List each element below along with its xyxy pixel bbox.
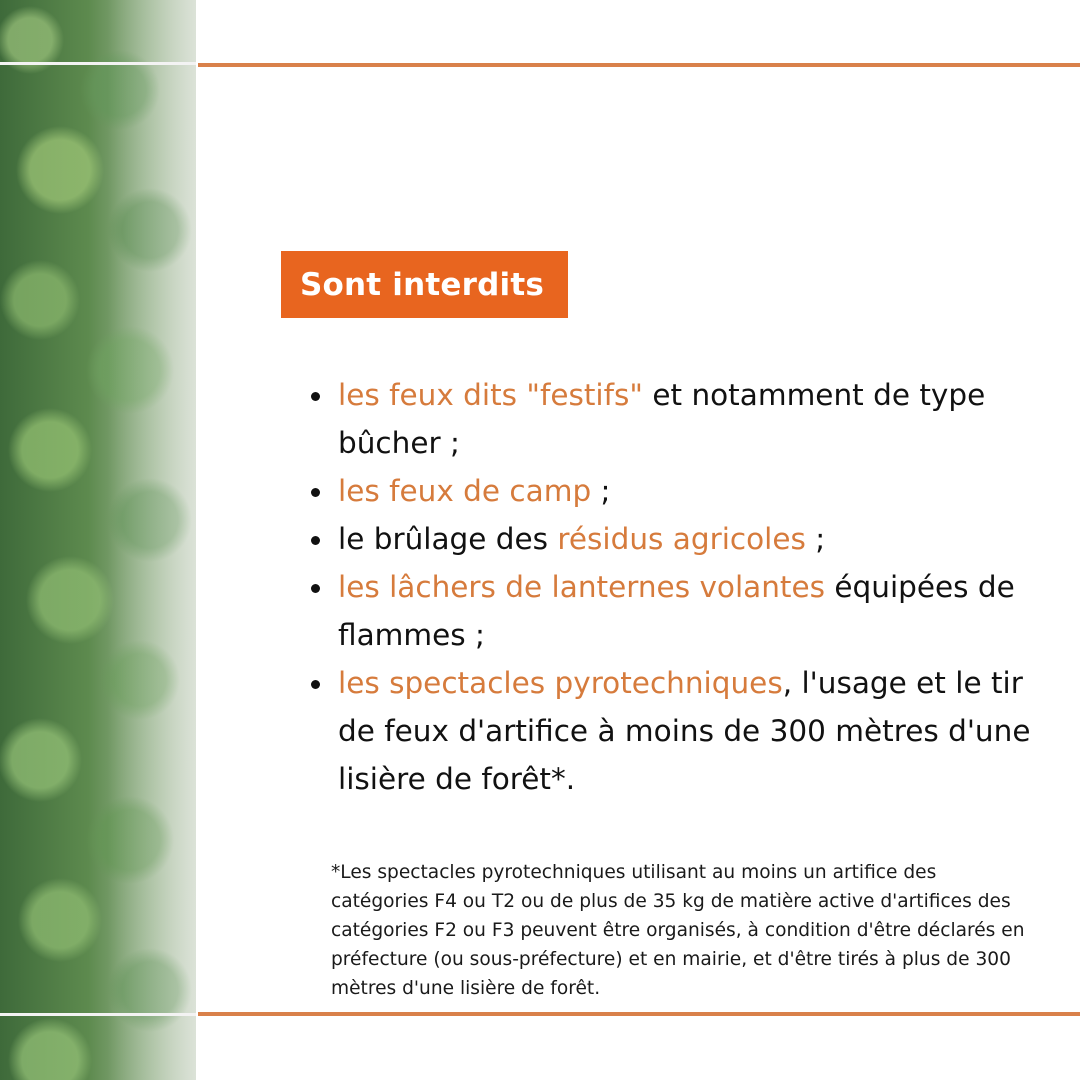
item-text: équipées de flammes ; [338,570,1015,652]
footnote: *Les spectacles pyrotechniques utilisant au moins un artifice des catégories F4 ou T2 ou de plus de 35 kg de matière active d'artifices des catégories F2 ou F3 peuvent être organisés, à condition d'être déclarés en préfecture (ou sous-préfecture) et en mairie, et d'être tirés à plus de 300 mètres d'une lisière de forêt. [331,862,1025,999]
title-banner [281,251,568,318]
list-item [308,659,1048,803]
bottom-rule [198,1012,1080,1016]
photo-divider-top [0,62,196,65]
photo-divider-bottom [0,1013,196,1016]
list-item [308,467,1048,515]
prohibited-list [308,371,1048,803]
list-item [308,515,1048,563]
item-highlight: les feux dits "festifs" [338,378,643,412]
item-text: ; [591,474,611,508]
forest-aerial-photo [0,0,196,1080]
item-highlight: les spectacles pyrotechniques [338,666,783,700]
item-prefix: le brûlage des [338,522,558,556]
item-highlight: les lâchers de lanternes volantes [338,570,826,604]
item-highlight: résidus agricoles [557,522,806,556]
item-text: , l'usage et le tir de feux d'artifice à moins de 300 mètres d'une lisière de forêt*. [338,666,1031,796]
top-rule [198,63,1080,67]
list-item [308,563,1048,659]
item-text: ; [805,522,826,556]
page-title: Sont interdits [300,266,545,303]
list-item [308,371,1048,467]
item-text: et notamment de type bûcher ; [338,378,986,460]
item-highlight: les feux de camp [338,474,592,508]
